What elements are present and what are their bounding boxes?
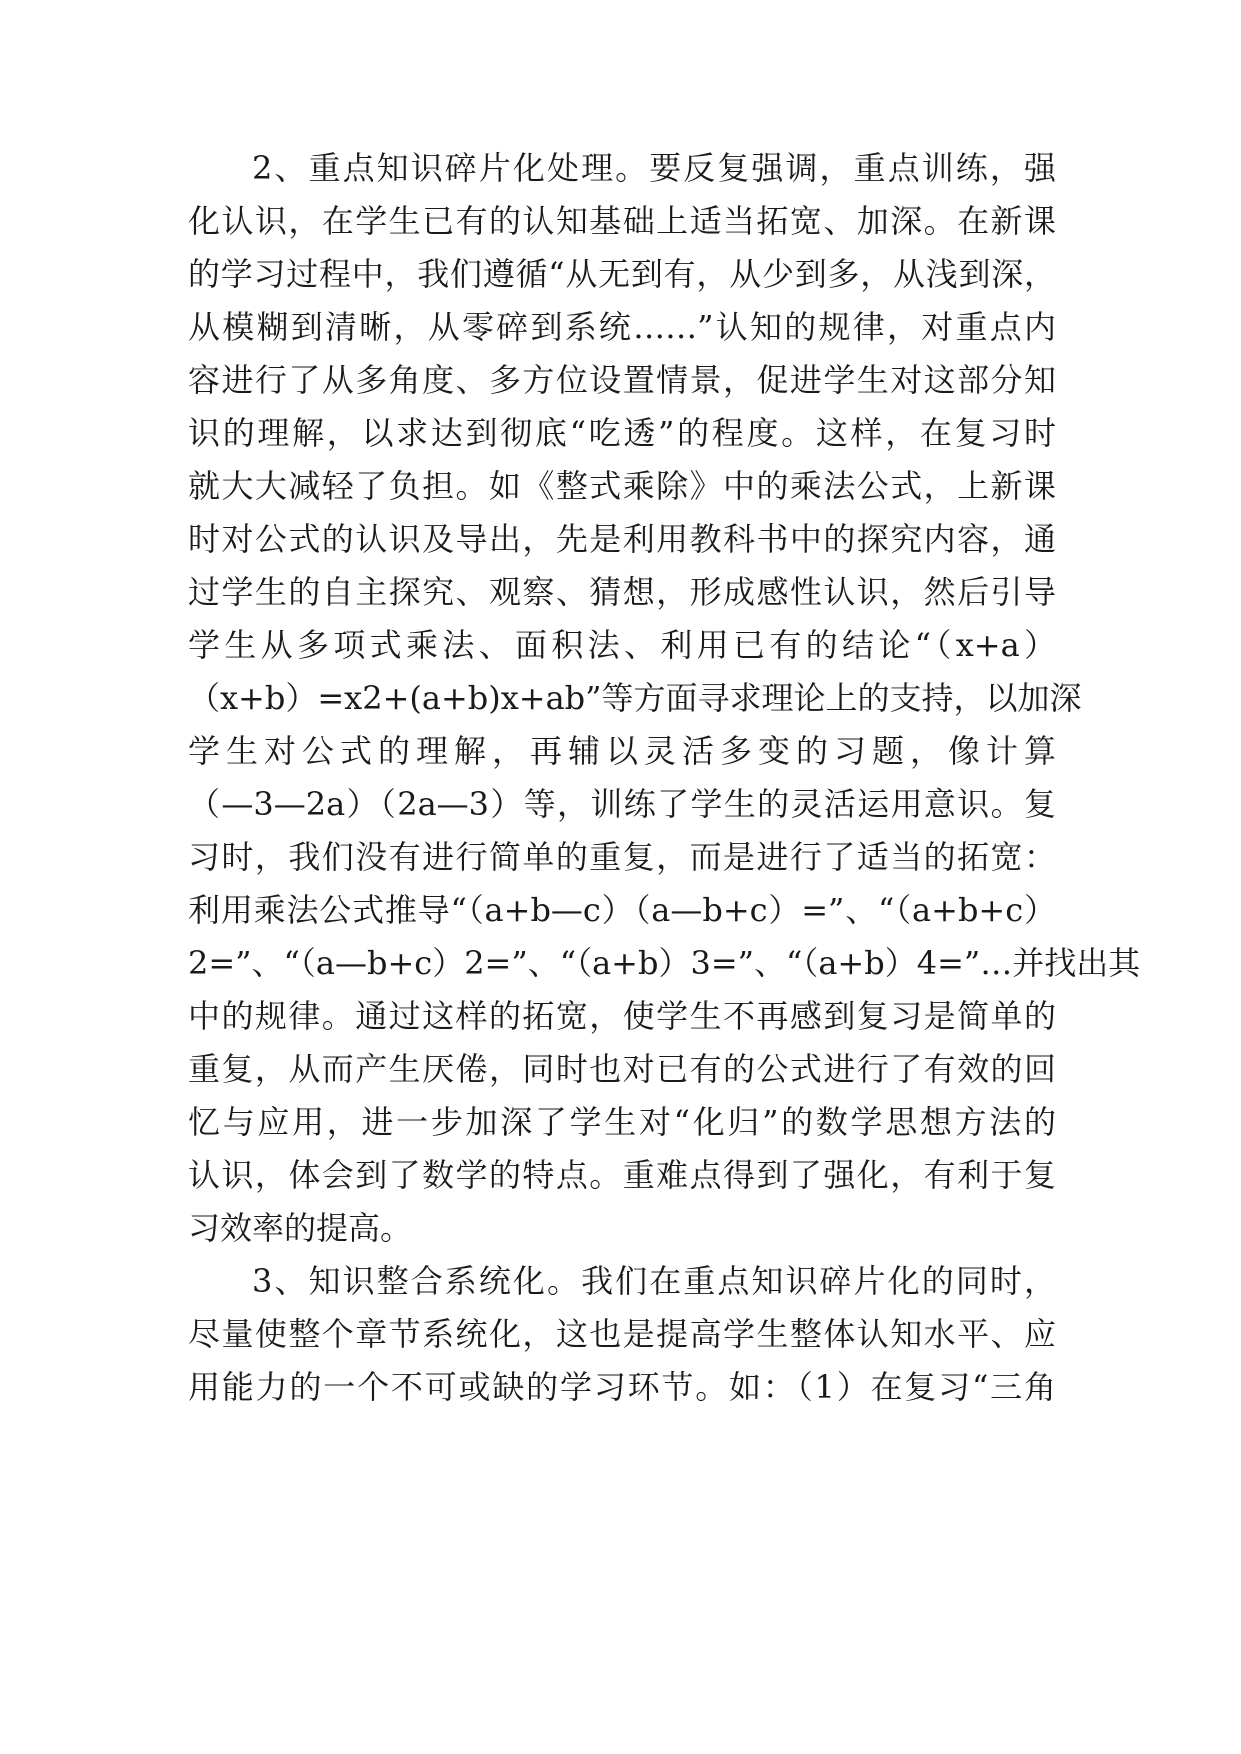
- paragraph-3-line-3: 用能力的一个不可或缺的学习环节。如：（1）在复习“三角: [188, 1368, 1056, 1406]
- paragraph-3-line-2: 尽量使整个章节系统化，这也是提高学生整体认知水平、应: [188, 1315, 1056, 1353]
- paragraph-2-line-16: 2=”、“（a—b+c）2=”、“（a+b）3=”、“（a+b）4=”…并找出其: [188, 944, 1141, 982]
- paragraph-2-line-19: 忆与应用，进一步加深了学生对“化归”的数学思想方法的: [188, 1103, 1056, 1141]
- paragraph-2-line-5: 容进行了从多角度、多方位设置情景，促进学生对这部分知: [188, 361, 1056, 399]
- paragraph-2-line-21: 习效率的提高。: [188, 1209, 413, 1247]
- paragraph-3-line-1: 3、知识整合系统化。我们在重点知识碎片化的同时，: [252, 1262, 1056, 1300]
- paragraph-2-line-15: 利用乘法公式推导“（a+b—c）（a—b+c）=”、“（a+b+c）: [188, 891, 1056, 929]
- paragraph-2-line-4: 从模糊到清晰，从零碎到系统……”认知的规律，对重点内: [188, 308, 1056, 346]
- paragraph-2-line-12: 学生对公式的理解，再辅以灵活多变的习题，像计算: [188, 732, 1056, 770]
- paragraph-2-line-9: 过学生的自主探究、观察、猜想，形成感性认识，然后引导: [188, 573, 1056, 611]
- paragraph-2-line-10: 学生从多项式乘法、面积法、利用已有的结论“（x+a）: [188, 626, 1056, 664]
- paragraph-2-line-1: 2、重点知识碎片化处理。要反复强调，重点训练，强: [252, 149, 1056, 187]
- paragraph-2-line-11: （x+b）=x2+(a+b)x+ab”等方面寻求理论上的支持，以加深: [188, 679, 1082, 717]
- paragraph-2-line-7: 就大大减轻了负担。如《整式乘除》中的乘法公式，上新课: [188, 467, 1056, 505]
- paragraph-2-line-8: 时对公式的认识及导出，先是利用教科书中的探究内容，通: [188, 520, 1056, 558]
- paragraph-2-line-17: 中的规律。通过这样的拓宽，使学生不再感到复习是简单的: [188, 997, 1056, 1035]
- paragraph-2-line-3: 的学习过程中，我们遵循“从无到有，从少到多，从浅到深，: [188, 255, 1056, 293]
- paragraph-2-line-20: 认识，体会到了数学的特点。重难点得到了强化，有利于复: [188, 1156, 1056, 1194]
- paragraph-2-line-18: 重复，从而产生厌倦，同时也对已有的公式进行了有效的回: [188, 1050, 1056, 1088]
- paragraph-2-line-13: （—3—2a）（2a—3）等，训练了学生的灵活运用意识。复: [188, 785, 1056, 823]
- paragraph-2-line-6: 识的理解，以求达到彻底“吃透”的程度。这样，在复习时: [188, 414, 1056, 452]
- paragraph-2-line-2: 化认识，在学生已有的认知基础上适当拓宽、加深。在新课: [188, 202, 1056, 240]
- paragraph-2-line-14: 习时，我们没有进行简单的重复，而是进行了适当的拓宽：: [188, 838, 1056, 876]
